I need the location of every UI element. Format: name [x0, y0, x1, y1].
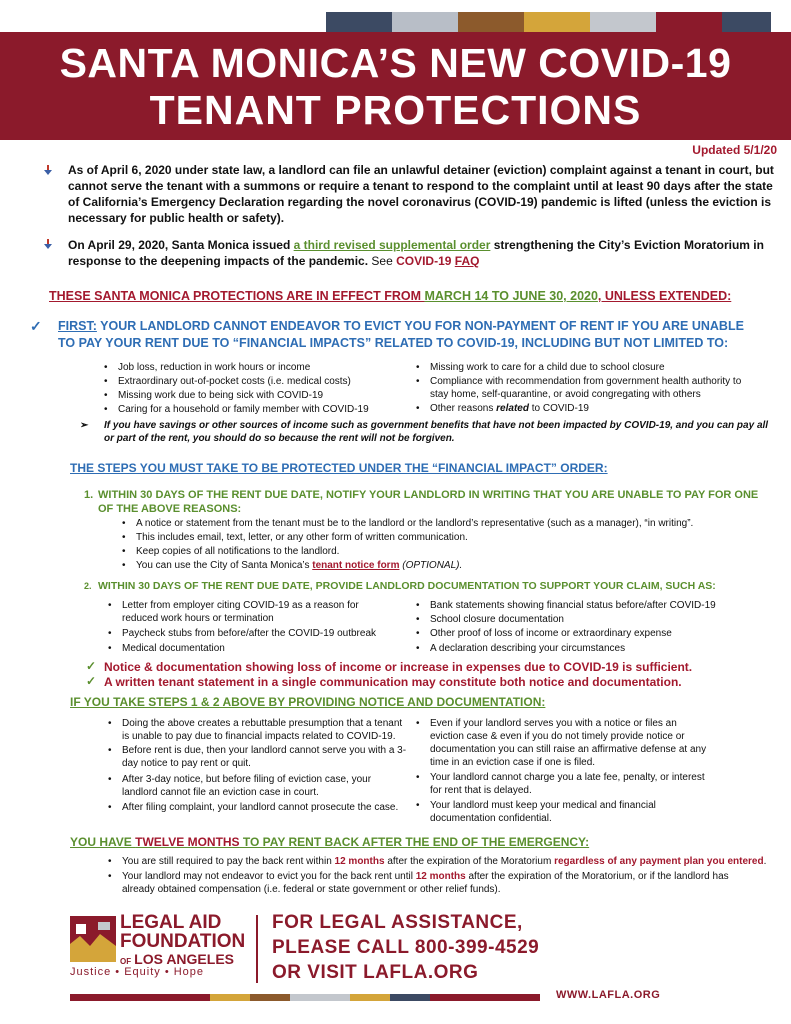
first-text: YOUR LANDLORD CANNOT ENDEAVOR TO EVICT YOU FOR NON-PAYMENT OF RENT IF YOU ARE UNABLE	[96, 319, 744, 333]
list-emphasis: regardless of any payment plan you entered	[554, 856, 764, 867]
list-item: • Your landlord cannot charge you a late fee, penalty, or interest	[430, 772, 705, 785]
step1-heading-line2: OF THE ABOVE REASONS:	[98, 503, 242, 515]
list-item: • Caring for a household or family member with COVID-19	[118, 404, 369, 417]
first-heading-line2: TO PAY YOUR RENT DUE TO “FINANCIAL IMPACTS” RELATED TO COVID-19, INCLUDING BUT NOT LIMITED TO:	[58, 336, 729, 350]
logo-line1: LEGAL AID	[120, 912, 222, 933]
step-number: 1.	[84, 489, 94, 501]
if-heading: IF YOU TAKE STEPS 1 & 2 ABOVE BY PROVIDING NOTICE AND DOCUMENTATION:	[70, 695, 546, 709]
list-item: • Doing the above creates a rebuttable presumption that a tenant	[122, 718, 402, 731]
list-item-continued: documentation confidential.	[430, 813, 552, 824]
list-item: • Compliance with recommendation from government health authority to	[430, 376, 741, 389]
list-item-continued: documentation you can still raise an affirmative defense at any	[430, 744, 707, 755]
color-block	[524, 12, 590, 32]
list-item: • Letter from employer citing COVID-19 as a reason for	[122, 600, 359, 613]
list-text: Your landlord may not endeavor to evict you for the back rent until	[122, 871, 416, 882]
list-item: • Missing work due to being sick with COVID-19	[118, 390, 323, 403]
heading-text: TO PAY RENT BACK AFTER THE END OF THE EMERGENCY:	[239, 835, 590, 849]
list-item: • Extraordinary out-of-pocket costs (i.e. medical costs)	[118, 376, 351, 389]
color-block	[210, 994, 250, 1001]
list-text: after the expiration of the Moratorium	[384, 856, 555, 867]
color-block	[390, 994, 430, 1001]
savings-note: If you have savings or other sources of income such as government benefits that have not been impacted by COVID-19, and you can pay all or part of the rent, you should do so because the rent will not be forgiven.	[104, 420, 769, 444]
list-item: • Job loss, reduction in work hours or income	[118, 362, 310, 375]
logo-la: LOS ANGELES	[134, 951, 234, 967]
check-icon: ✓	[86, 659, 97, 673]
footer-divider	[256, 915, 258, 983]
list-item: • Your landlord must keep your medical and financial	[430, 800, 656, 813]
heading-emphasis: TWELVE MONTHS	[135, 835, 240, 849]
list-item	[122, 871, 729, 884]
list-item	[122, 856, 766, 869]
list-item-continued: day notice to pay rent or quit.	[122, 758, 251, 769]
list-text: to COVID-19	[528, 403, 589, 414]
list-emphasis: 12 months	[415, 871, 466, 882]
color-block	[656, 12, 722, 32]
effect-heading	[49, 289, 731, 303]
list-item-continued: for rent that is delayed.	[430, 785, 532, 796]
list-item-continued: time in an eviction case if one is filed.	[430, 757, 596, 768]
cta-line2: PLEASE CALL 800-399-4529	[272, 937, 540, 958]
color-block	[326, 12, 392, 32]
list-text: You are still required to pay the back rent within	[122, 856, 335, 867]
updated-date: Updated 5/1/20	[692, 143, 777, 157]
color-block	[250, 994, 290, 1001]
list-item: • Even if your landlord serves you with a notice or files an	[430, 718, 677, 731]
top-color-bar	[326, 12, 771, 32]
footer-url-link[interactable]: WWW.LAFLA.ORG	[556, 989, 661, 1001]
step2-heading: WITHIN 30 DAYS OF THE RENT DUE DATE, PROVIDE LANDLORD DOCUMENTATION TO SUPPORT YOUR CLAIM, SUCH AS:	[98, 580, 716, 592]
list-item: • A notice or statement from the tenant must be to the landlord or the landlord’s representative (such as a manager), “in writing”.	[136, 518, 693, 531]
faq-link[interactable]: FAQ	[454, 254, 480, 268]
effect-text: , UNLESS EXTENDED:	[597, 289, 732, 303]
steps-heading: THE STEPS YOU MUST TAKE TO BE PROTECTED UNDER THE “FINANCIAL IMPACT” ORDER:	[70, 461, 608, 475]
list-item: • After filing complaint, your landlord cannot prosecute the case.	[122, 802, 398, 815]
color-block	[722, 12, 771, 32]
pushpin-bullet-icon	[42, 238, 54, 250]
list-text-emphasis: related	[496, 403, 529, 414]
supplemental-order-link[interactable]: a third revised supplemental order	[293, 238, 491, 252]
list-item: • Paycheck stubs from before/after the COVID-19 outbreak	[122, 628, 376, 641]
list-text: after the expiration of the Moratorium, or if the landlord has	[465, 871, 729, 882]
first-label: FIRST:	[58, 319, 97, 333]
intro-text: On April 29, 2020, Santa Monica issued	[68, 238, 294, 252]
title-banner	[0, 32, 791, 140]
list-item: • This includes email, text, letter, or any other form of written communication.	[136, 532, 468, 545]
list-item-continued: landlord cannot file an eviction case in court.	[122, 787, 319, 798]
step1-heading-line1: WITHIN 30 DAYS OF THE RENT DUE DATE, NOTIFY YOUR LANDLORD IN WRITING THAT YOU ARE UNABLE TO PAY FOR ONE	[98, 489, 759, 501]
list-item-continued: already obtained compensation (i.e. federal or state government or other relief funds).	[122, 884, 501, 895]
pushpin-bullet-icon	[42, 164, 54, 176]
list-item	[136, 560, 462, 573]
first-heading-line1	[58, 319, 744, 333]
list-text: Other reasons	[430, 403, 497, 414]
sufficient-note: Notice & documentation showing loss of income or increase in expenses due to COVID-19 is sufficient.	[104, 660, 693, 674]
list-item: • After 3-day notice, but before filing of eviction case, your	[122, 774, 371, 787]
logo-tagline: Justice • Equity • Hope	[70, 966, 205, 978]
logo-of: OF	[120, 957, 132, 966]
list-item: • School closure documentation	[430, 614, 564, 627]
list-item: • Medical documentation	[122, 643, 225, 656]
cta-line3: OR VISIT LAFLA.ORG	[272, 962, 479, 983]
cta-line1: FOR LEGAL ASSISTANCE,	[272, 912, 523, 933]
step-number: 2.	[84, 581, 92, 591]
page-title-line2: TENANT PROTECTIONS	[149, 87, 642, 133]
list-item-continued: stay home, self-quarantine, or avoid congregating with others	[430, 389, 701, 400]
color-block	[590, 12, 656, 32]
list-item-continued: reduced work hours or termination	[122, 613, 274, 624]
list-text-optional: (OPTIONAL).	[399, 560, 463, 571]
logo-line2: FOUNDATION	[120, 931, 246, 952]
footer-color-bar	[70, 994, 540, 1001]
single-communication-note: A written tenant statement in a single communication may constitute both notice and documentation.	[104, 675, 682, 689]
check-icon: ✓	[30, 318, 42, 334]
list-item: • Other proof of loss of income or extraordinary expense	[430, 628, 672, 641]
list-item: • Before rent is due, then your landlord cannot serve you with a 3-	[122, 745, 406, 758]
see-text: See	[368, 254, 397, 268]
color-block	[350, 994, 390, 1001]
logo-line3	[120, 951, 234, 967]
intro-paragraph-2	[68, 237, 776, 269]
covid-text: COVID-19	[396, 254, 455, 268]
list-item: • Keep copies of all notifications to the landlord.	[136, 546, 339, 559]
color-block	[70, 994, 210, 1001]
color-block	[458, 12, 524, 32]
list-text: .	[763, 856, 767, 867]
arrow-icon: ➢	[80, 420, 89, 431]
tenant-notice-form-link[interactable]: tenant notice form	[312, 560, 400, 571]
color-block	[290, 994, 350, 1001]
effect-dates: MARCH 14 TO JUNE 30, 2020	[424, 289, 598, 303]
twelve-months-heading	[70, 835, 589, 849]
color-block	[392, 12, 458, 32]
list-text: You can use the City of Santa Monica’s	[136, 560, 313, 571]
list-item-continued: is unable to pay due to financial impacts related to COVID-19.	[122, 731, 396, 742]
page-title-line1: SANTA MONICA’S NEW COVID-19	[59, 40, 732, 86]
check-icon: ✓	[86, 674, 97, 688]
lafla-logo-icon	[70, 916, 116, 962]
intro-text: strengthening the City’s Eviction Moratorium in response to the deepening impacts of the pandemic.	[68, 238, 764, 268]
list-item-continued: eviction case & even if you do not timely provide notice or	[430, 731, 685, 742]
list-item: • Missing work to care for a child due to school closure	[430, 362, 665, 375]
effect-text: THESE SANTA MONICA PROTECTIONS ARE IN EFFECT FROM	[49, 289, 425, 303]
heading-text: YOU HAVE	[70, 835, 136, 849]
list-item	[430, 403, 589, 416]
list-emphasis: 12 months	[334, 856, 385, 867]
intro-paragraph-1: As of April 6, 2020 under state law, a landlord can file an unlawful detainer (eviction) complaint against a tenant in court, but cannot serve the tenant with a summons or require a tenant to respond to the complaint until at least 90 days after the state of California’s Emergency Declaration regarding the novel coronavirus (COVID-19) pandemic is lifted (unless the eviction is necessary for public health or safety).	[68, 163, 774, 225]
list-item: • A declaration describing your circumstances	[430, 643, 625, 656]
color-block	[430, 994, 540, 1001]
list-item: • Bank statements showing financial status before/after COVID-19	[430, 600, 716, 613]
